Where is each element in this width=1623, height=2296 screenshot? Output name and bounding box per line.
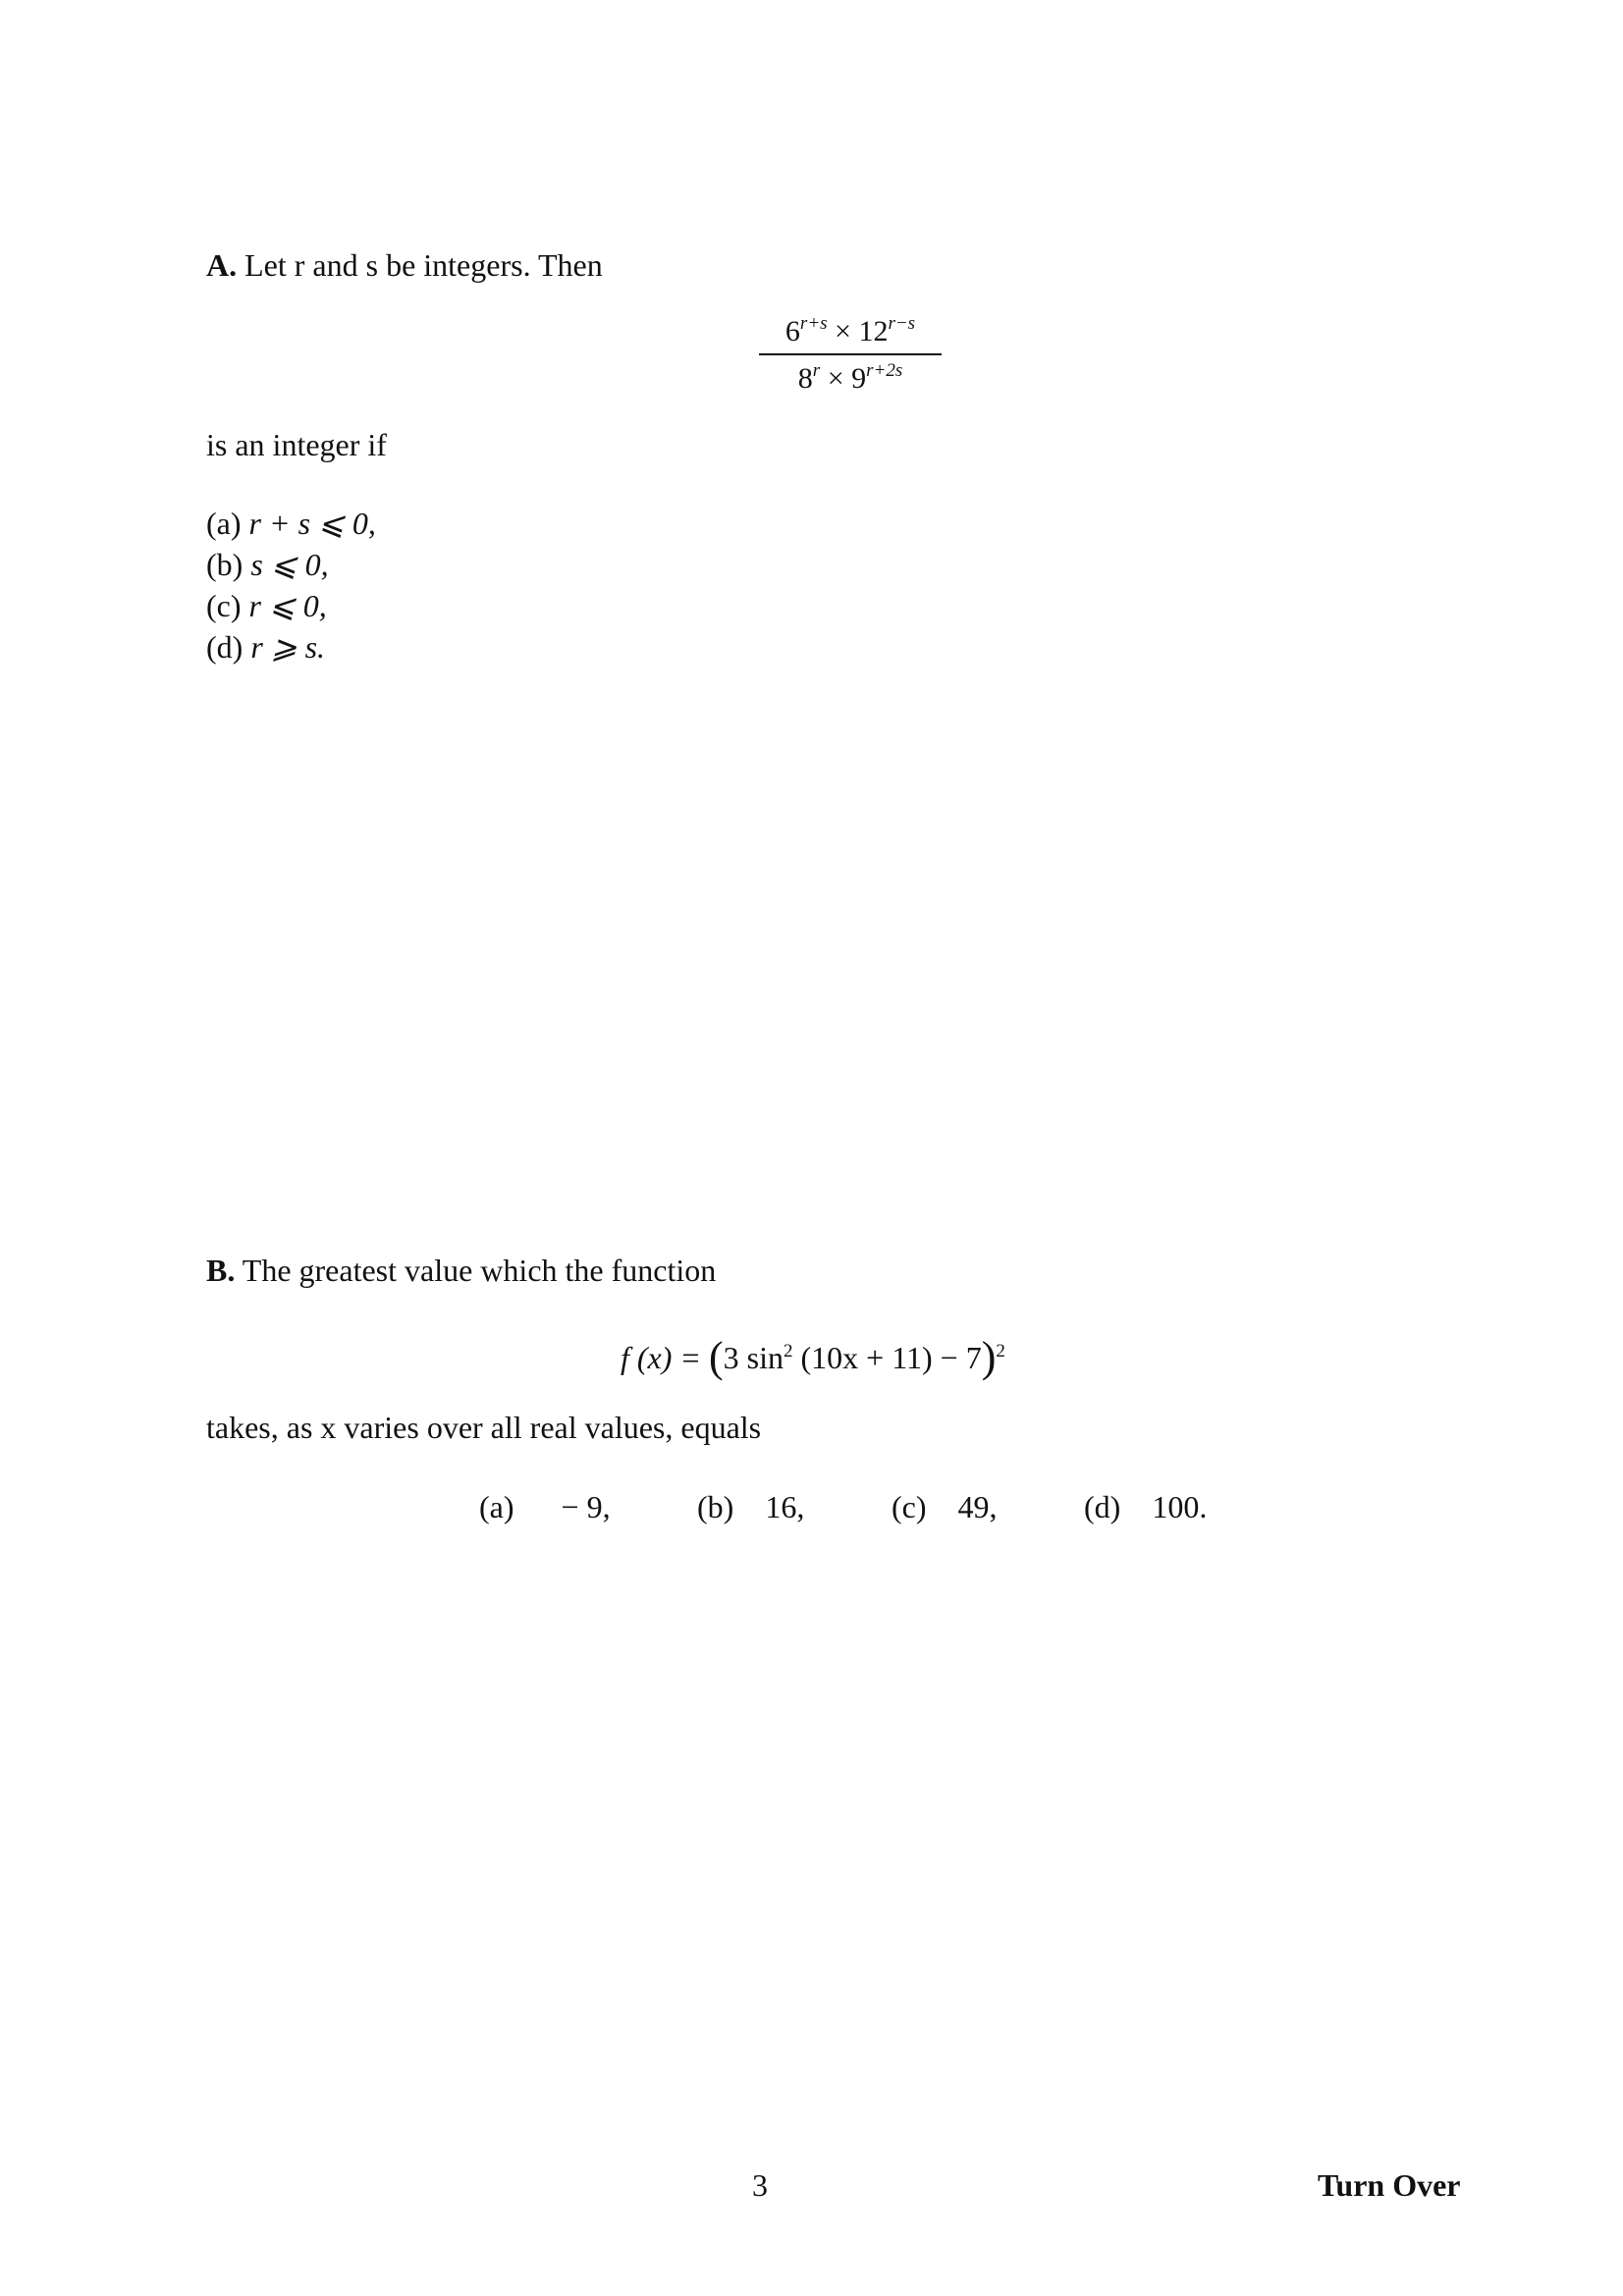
question-a-label: A. bbox=[206, 247, 238, 283]
equation-close-paren: ) bbox=[981, 1333, 997, 1381]
page-number: 3 bbox=[752, 2167, 768, 2203]
num-times: × bbox=[835, 315, 851, 347]
option-label: (c) bbox=[892, 1489, 927, 1524]
question-b-option-b bbox=[697, 1489, 804, 1525]
question-b-equation bbox=[621, 1333, 1005, 1381]
equation-lhs: f (x) = bbox=[621, 1340, 701, 1375]
question-b-option-c bbox=[892, 1489, 998, 1525]
question-a-fraction bbox=[759, 312, 942, 399]
option-expr: r + s ⩽ 0, bbox=[248, 506, 376, 541]
question-a-option-b bbox=[206, 549, 329, 580]
option-label: (a) bbox=[479, 1489, 514, 1524]
option-label: (c) bbox=[206, 588, 242, 623]
option-value: 49, bbox=[957, 1489, 998, 1524]
den-base-2: 9 bbox=[851, 362, 867, 395]
question-a-option-d bbox=[206, 631, 325, 663]
den-exp-1: r bbox=[812, 360, 821, 381]
question-a-followup: is an integer if bbox=[206, 427, 387, 462]
option-value: − 9, bbox=[561, 1489, 611, 1524]
equation-outer-exponent: 2 bbox=[996, 1341, 1005, 1362]
option-label: (b) bbox=[697, 1489, 734, 1524]
question-a-intro-text: Let r and s be integers. Then bbox=[244, 247, 603, 283]
num-base-1: 6 bbox=[784, 315, 800, 347]
option-expr: r ⩾ s. bbox=[250, 629, 326, 665]
fraction-numerator bbox=[759, 312, 942, 351]
option-label: (d) bbox=[206, 629, 243, 665]
question-b-option-a bbox=[479, 1489, 611, 1525]
question-b-label: B. bbox=[206, 1253, 236, 1288]
question-b-intro-text: The greatest value which the function bbox=[242, 1253, 717, 1288]
equation-body-pre: 3 sin bbox=[723, 1340, 784, 1375]
question-b-option-d bbox=[1084, 1489, 1207, 1525]
den-times: × bbox=[827, 362, 844, 395]
question-b-intro bbox=[206, 1255, 716, 1286]
fraction-denominator bbox=[759, 359, 942, 399]
question-a-intro bbox=[206, 249, 603, 281]
turn-over-label: Turn Over bbox=[1318, 2167, 1461, 2203]
option-label: (a) bbox=[206, 506, 242, 541]
equation-body-post: (10x + 11) − 7 bbox=[792, 1340, 982, 1375]
option-label: (d) bbox=[1084, 1489, 1121, 1524]
option-value: 16, bbox=[765, 1489, 805, 1524]
question-a-option-c bbox=[206, 590, 327, 621]
option-label: (b) bbox=[206, 547, 243, 582]
option-expr: s ⩽ 0, bbox=[250, 547, 329, 582]
equation-sin-exponent: 2 bbox=[784, 1341, 793, 1362]
num-base-2: 12 bbox=[858, 315, 889, 347]
num-exp-1: r+s bbox=[799, 313, 828, 334]
option-expr: r ⩽ 0, bbox=[248, 588, 327, 623]
num-exp-2: r−s bbox=[888, 313, 916, 334]
option-value: 100. bbox=[1152, 1489, 1208, 1524]
question-a-option-a bbox=[206, 507, 376, 539]
question-b-followup: takes, as x varies over all real values, equals bbox=[206, 1410, 762, 1445]
den-exp-2: r+2s bbox=[866, 360, 903, 381]
fraction-bar bbox=[759, 353, 942, 355]
equation-open-paren: ( bbox=[709, 1333, 724, 1381]
den-base-1: 8 bbox=[797, 362, 813, 395]
